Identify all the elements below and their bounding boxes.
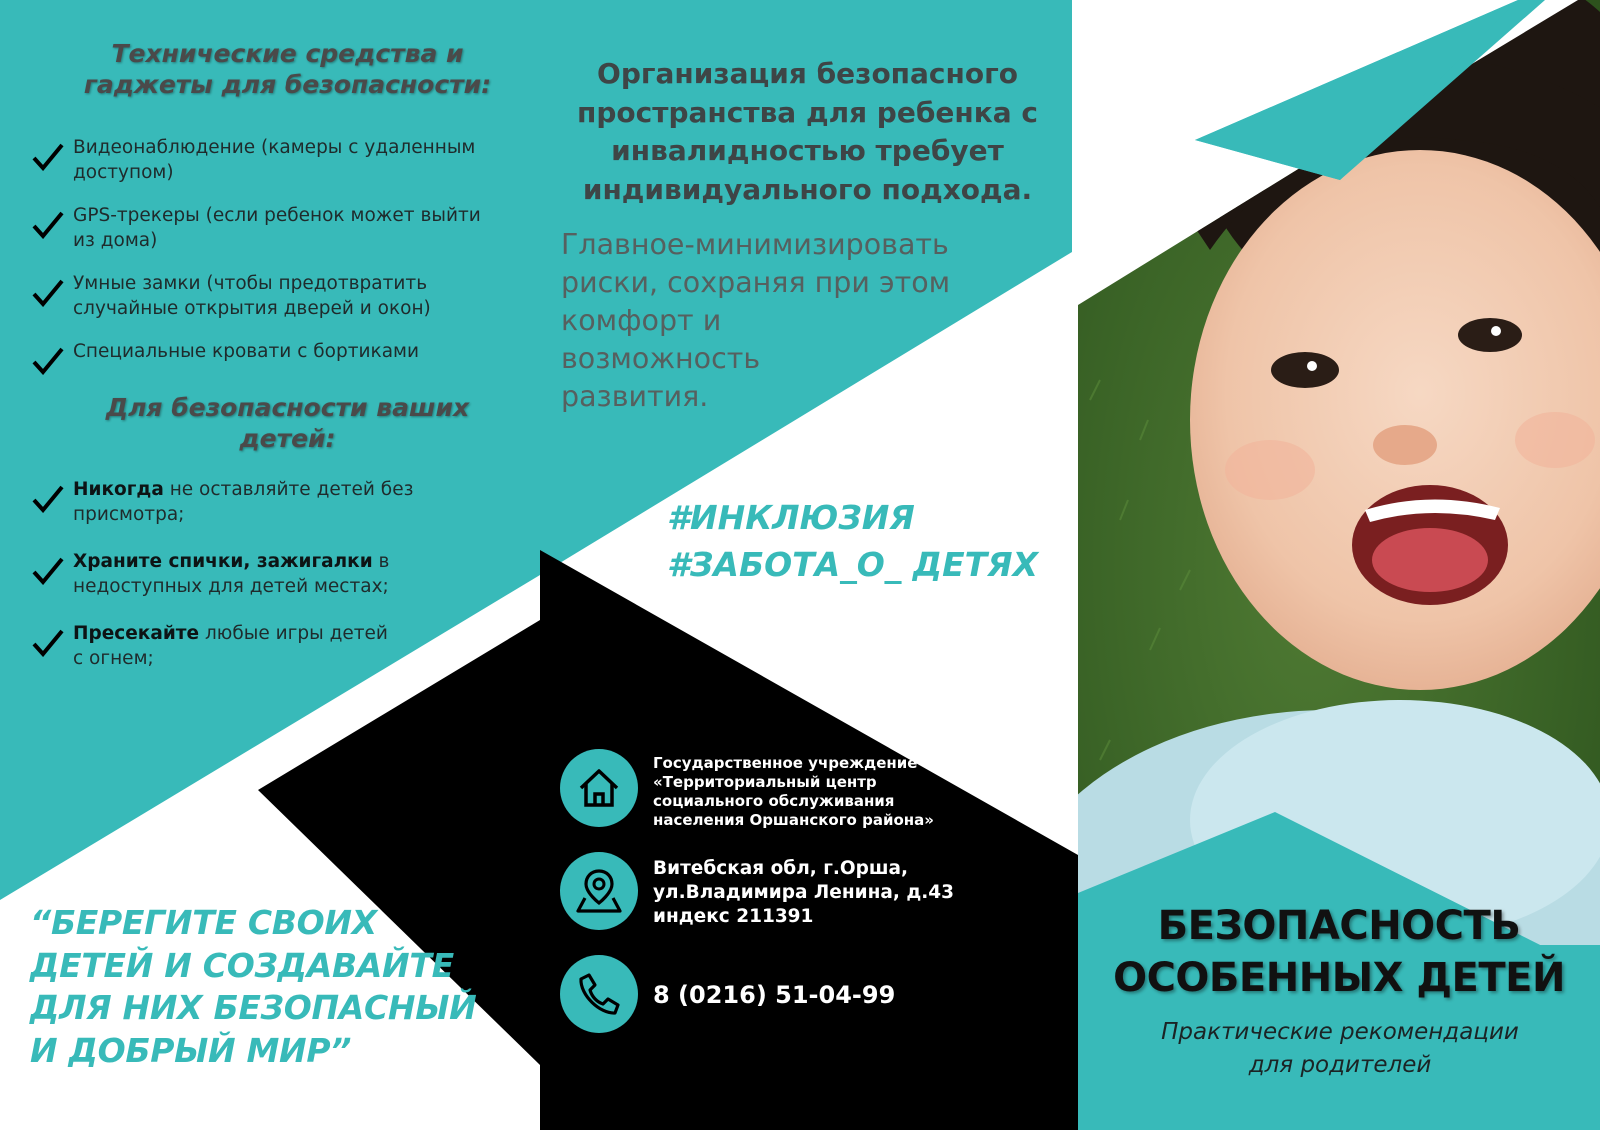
home-circle (560, 749, 638, 827)
tech-list (28, 135, 481, 364)
middle-heading: Организация безопасного пространства для ребенка с инвалидностью требует индивидуального подхода. (577, 57, 1038, 206)
check-icon (32, 557, 64, 585)
phone-icon (575, 970, 623, 1018)
list-item: Специальные кровати с бортиками (28, 339, 481, 364)
hashtags: #ИНКЛЮЗИЯ #ЗАБОТА_О_ ДЕТЯХ (667, 498, 1039, 584)
check-icon (32, 629, 64, 657)
phone-circle (560, 955, 638, 1033)
list-item: Храните спички, зажигалки в недоступных для детей местах; (28, 549, 413, 599)
organization-name: Государственное учреждение «Территориальный центр социального обслуживания населения Оршанского района» (653, 754, 934, 829)
list-item: Пресекайте любые игры детей с огнем; (28, 621, 413, 671)
location-circle (560, 852, 638, 930)
map-pin-icon (573, 865, 625, 917)
safety-list (28, 477, 413, 671)
main-title: БЕЗОПАСНОСТЬ ОСОБЕННЫХ ДЕТЕЙ (1113, 903, 1565, 1001)
check-icon (32, 211, 64, 239)
safety-heading: Для безопасности ваших детей: (105, 393, 470, 453)
subtitle: Практические рекомендации для родителей (1161, 1019, 1519, 1078)
check-icon (32, 347, 64, 375)
list-item: GPS-трекеры (если ребенок может выйти из дома) (28, 203, 481, 253)
check-icon (32, 143, 64, 171)
check-icon (32, 485, 64, 513)
phone-number[interactable]: 8 (0216) 51-04-99 (653, 981, 896, 1009)
list-item: Умные замки (чтобы предотвратить случайные открытия дверей и окон) (28, 271, 481, 321)
tech-heading: Технические средства и гаджеты для безопасности: (83, 39, 492, 99)
middle-subtext: Главное-минимизировать риски, сохраняя при этом комфорт и возможность развития. (561, 228, 951, 413)
list-item: Никогда не оставляйте детей без присмотра; (28, 477, 413, 527)
address: Витебская обл, г.Орша, ул.Владимира Ленина, д.43 индекс 211391 (653, 858, 955, 927)
check-icon (32, 279, 64, 307)
list-item: Видеонаблюдение (камеры с удаленным доступом) (28, 135, 481, 185)
quote: “БЕРЕГИТЕ СВОИХ ДЕТЕЙ И СОЗДАВАЙТЕ ДЛЯ НИХ БЕЗОПАСНЫЙ И ДОБРЫЙ МИР” (30, 903, 477, 1070)
home-icon (575, 764, 623, 812)
